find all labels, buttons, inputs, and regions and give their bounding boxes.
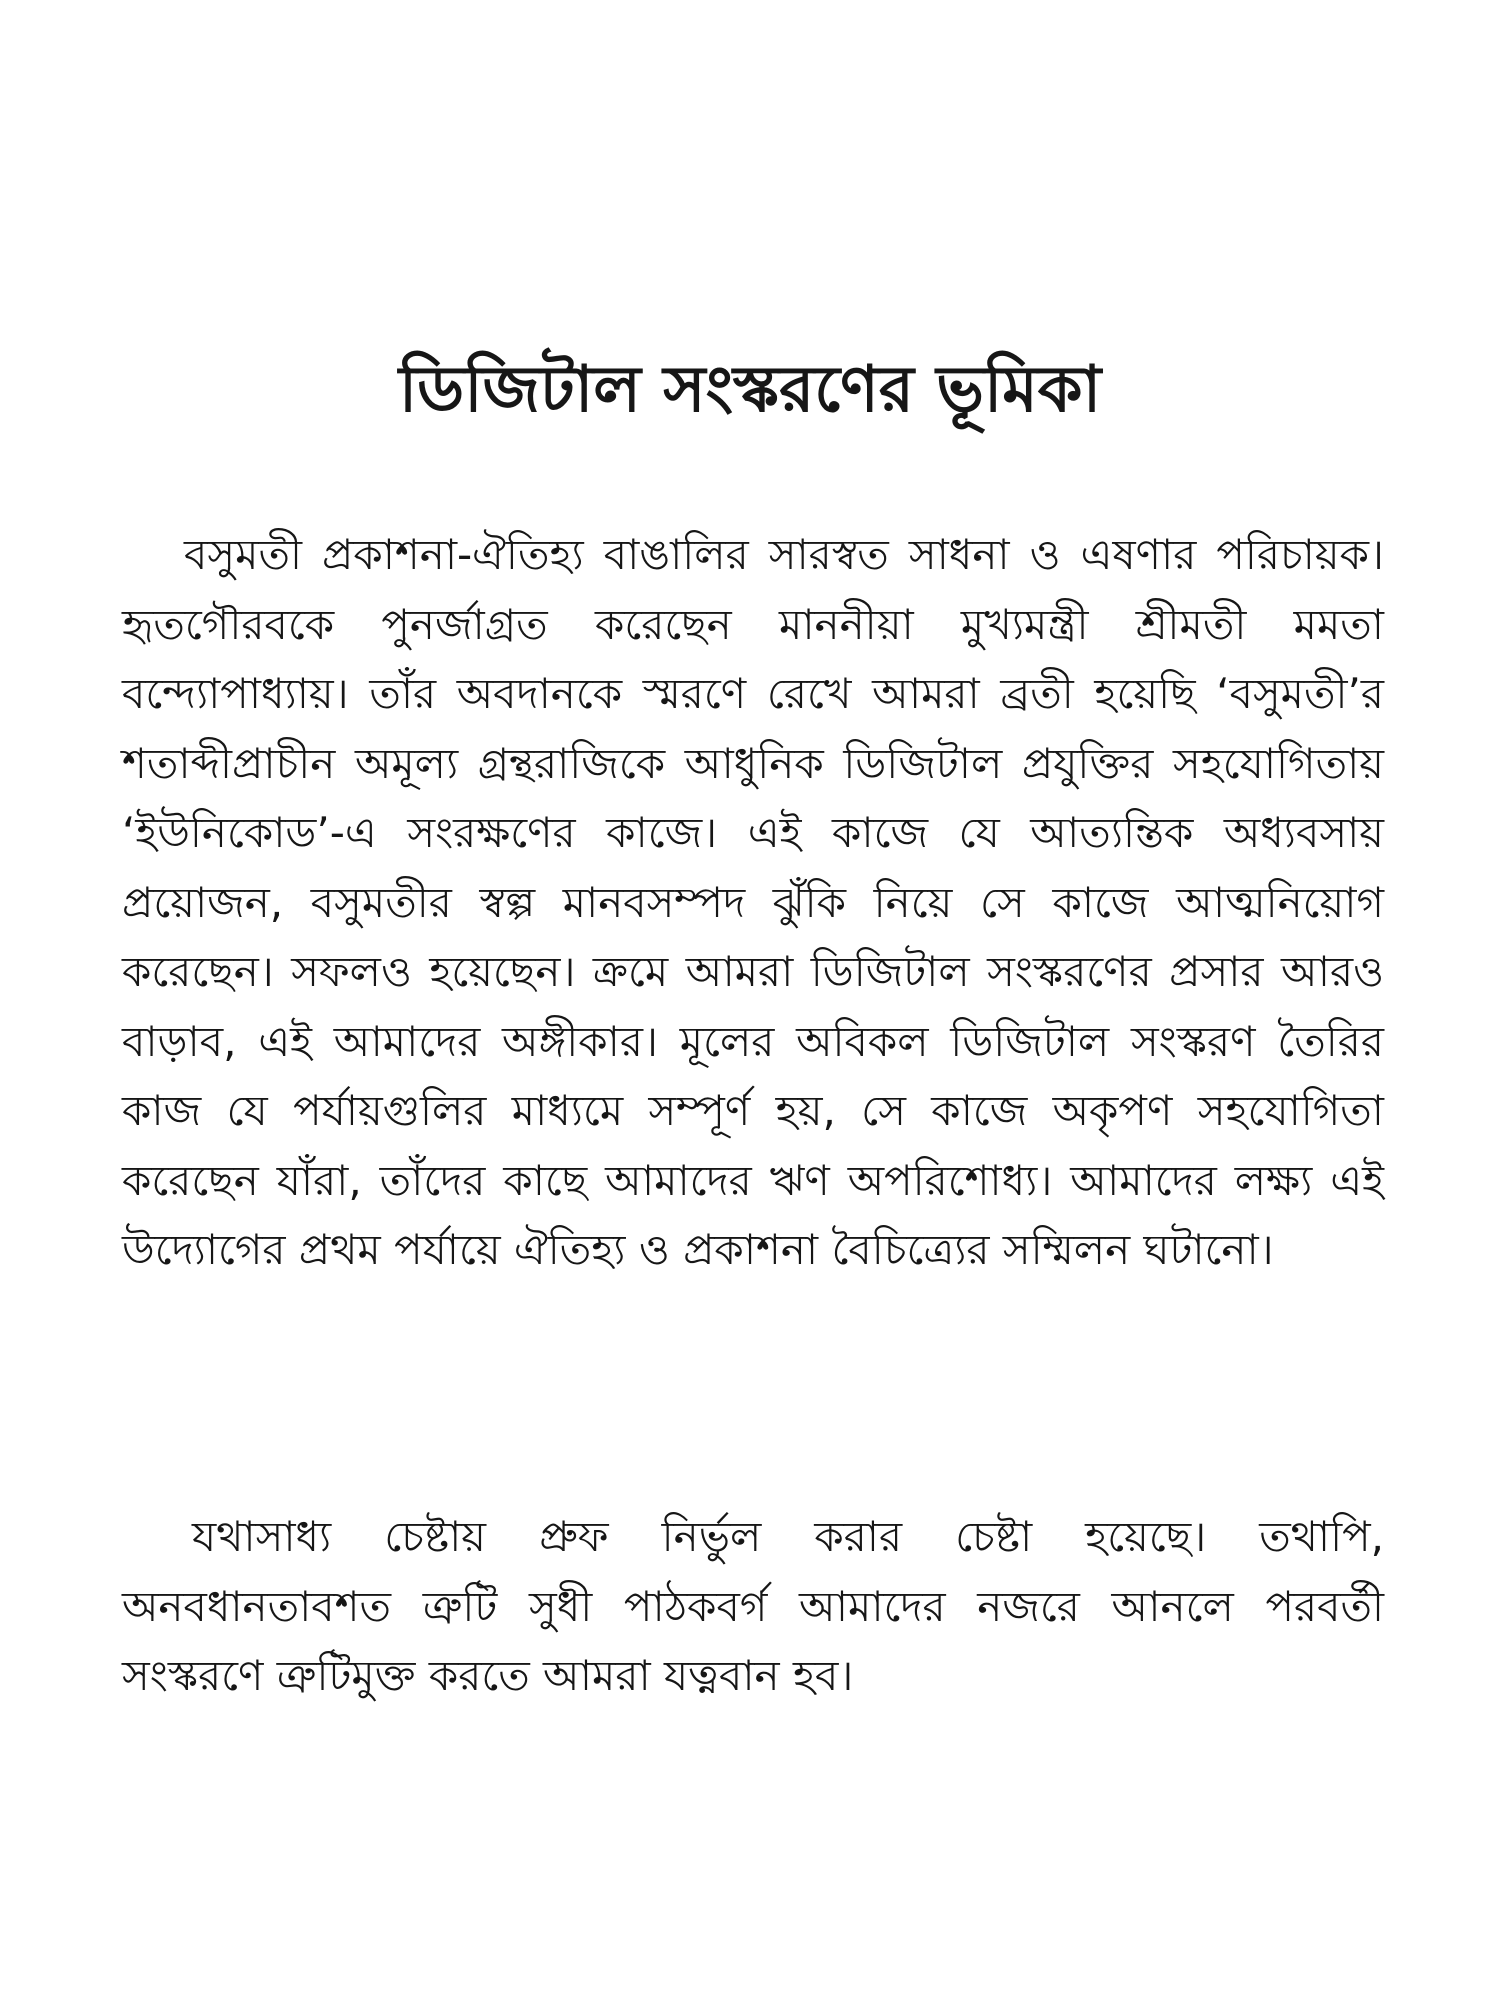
paragraph-introduction: বসুমতী প্রকাশনা-ঐতিহ্য বাঙালির সারস্বত সাধনা ও এষণার পরিচায়ক। হৃতগৌরবকে পুনর্জাগ্রত করেছেন মাননীয়া মুখ্যমন্ত্রী শ্রীমতী মমতা বন্দ্যোপাধ্যায়। তাঁর অবদানকে স্মরণে রেখে আমরা ব্রতী হয়েছি ‘বসুমতী’র শতাব্দীপ্রাচীন অমূল্য গ্রন্থরাজিকে আধুনিক ডিজিটাল প্রযুক্তির সহযোগিতায় ‘ইউনিকোড’-এ সংরক্ষণের কাজে। এই কাজে যে আত্যন্তিক অধ্যবসায় প্রয়োজন, বসুমতীর স্বল্প মানবসম্পদ ঝুঁকি নিয়ে সে কাজে আত্মনিয়োগ করেছেন। সফলও হয়েছেন। ক্রমে আমরা ডিজিটাল সংস্করণের প্রসার আরও বাড়াব, এই আমাদের অঙ্গীকার। মূলের অবিকল ডিজিটাল সংস্করণ তৈরির কাজ যে পর্যায়গুলির মাধ্যমে সম্পূর্ণ হয়, সে কাজে অকৃপণ সহযোগিতা করেছেন যাঁরা, তাঁদের কাছে আমাদের ঋণ অপরিশোধ্য। আমাদের লক্ষ্য এই উদ্যোগের প্রথম পর্যায়ে ঐতিহ্য ও প্রকাশনা বৈচিত্র্যের সম্মিলন ঘটানো। (122, 530, 1384, 1274)
paragraph-proofreading-note: যথাসাধ্য চেষ্টায় প্রুফ নির্ভুল করার চেষ্টা হয়েছে। তথাপি, অনবধানতাবশত ত্রুটি সুধী পাঠকবর্গ আমাদের নজরে আনলে পরবর্তী সংস্করণে ত্রুটিমুক্ত করতে আমরা যত্নবান হব। (122, 1512, 1384, 1700)
page-title: ডিজিটাল সংস্করণের ভূমিকা (398, 353, 1102, 427)
